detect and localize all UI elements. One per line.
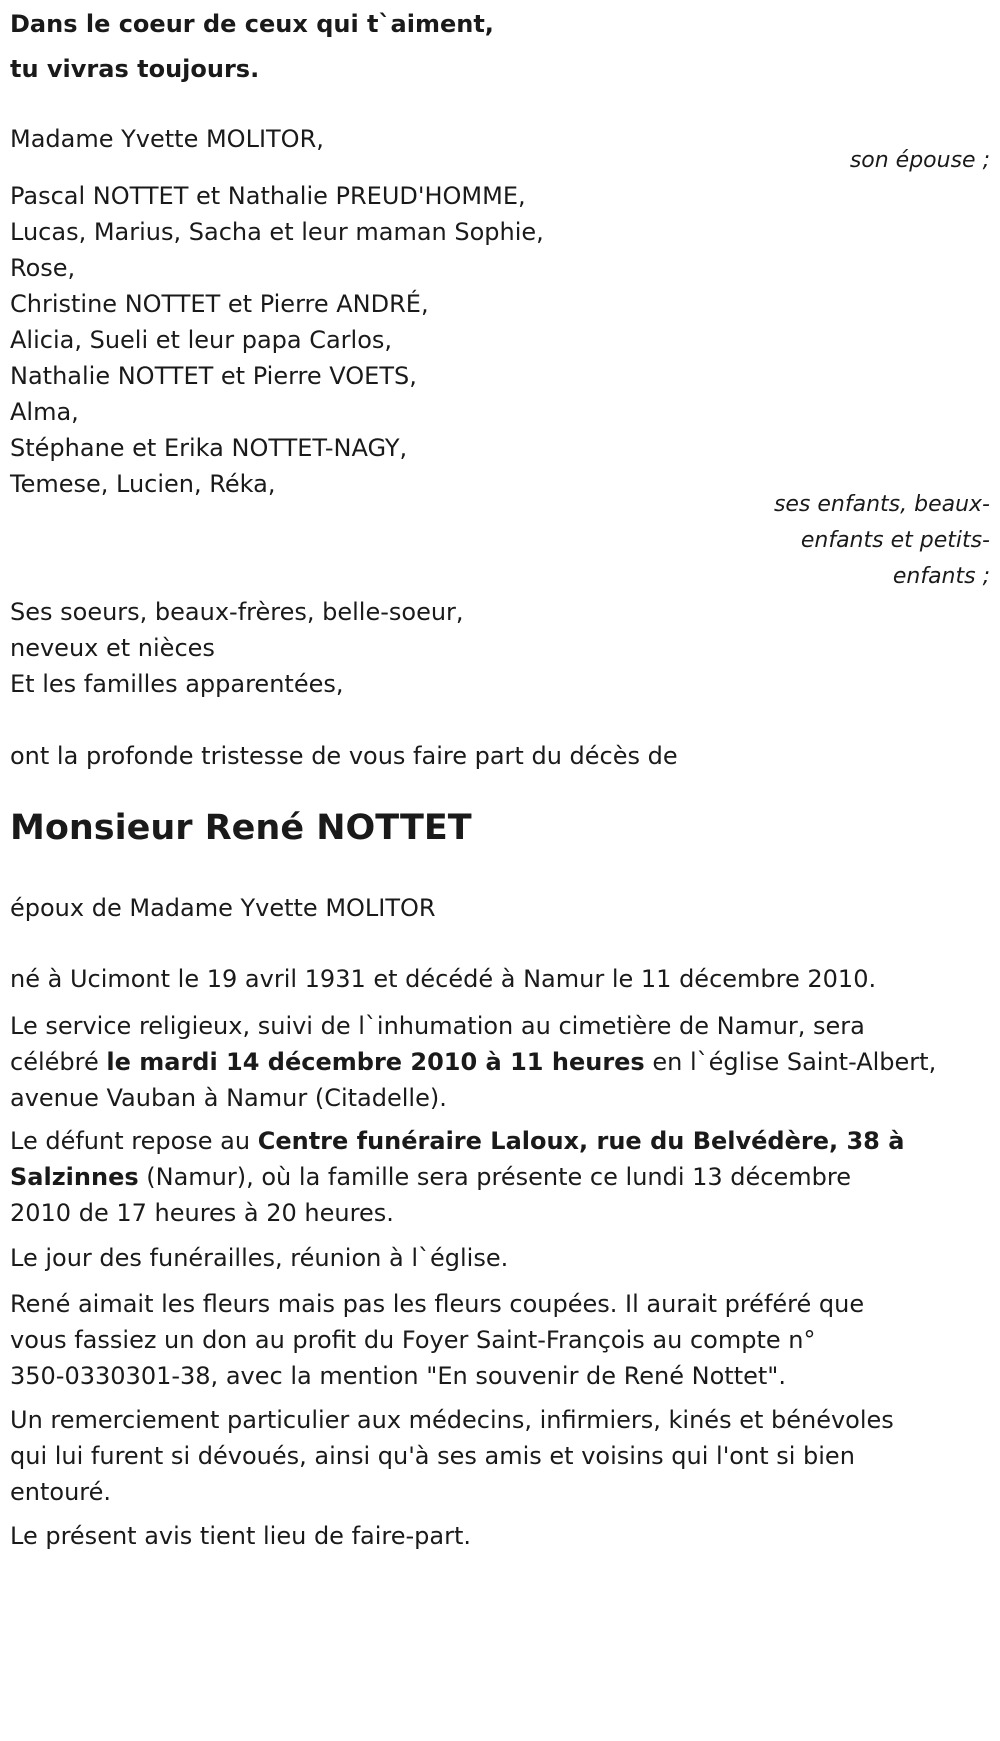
rest-text: Le défunt repose au — [10, 1127, 258, 1155]
family-line: Nathalie NOTTET et Pierre VOETS, — [10, 362, 417, 390]
family-line: Christine NOTTET et Pierre ANDRÉ, — [10, 290, 429, 318]
family-line: Pascal NOTTET et Nathalie PREUD'HOMME, — [10, 182, 526, 210]
service-line — [10, 1044, 937, 1080]
rest-text: (Namur), où la famille sera présente ce lundi 13 décembre — [138, 1163, 851, 1191]
family-line: Alma, — [10, 398, 79, 426]
flowers-line: vous fassiez un don au profit du Foyer Saint-François au compte n° — [10, 1326, 816, 1354]
thanks-line: Un remerciement particulier aux médecins, infirmiers, kinés et bénévoles — [10, 1406, 894, 1434]
birth-death: né à Ucimont le 19 avril 1931 et décédé à Namur le 11 décembre 2010. — [10, 965, 877, 993]
thanks-paragraph — [10, 1402, 910, 1510]
announcement: ont la profonde tristesse de vous faire part du décès de — [10, 742, 678, 770]
rest-line — [10, 1159, 910, 1195]
flowers-line: René aimait les fleurs mais pas les fleurs coupées. Il aurait préféré que — [10, 1290, 865, 1318]
family-line: neveux et nièces — [10, 634, 215, 662]
flowers-paragraph — [10, 1286, 910, 1394]
relation-line: enfants et petits- — [800, 528, 990, 553]
family-line: Et les familles apparentées, — [10, 670, 344, 698]
funeral-home: Centre funéraire Laloux, rue du Belvédère, 38 à — [257, 1127, 905, 1155]
service-date: le mardi 14 décembre 2010 à 11 heures — [106, 1048, 645, 1076]
epigraph-line-1: Dans le coeur de ceux qui t`aiment, — [10, 10, 494, 38]
relation-line: ses enfants, beaux- — [773, 492, 990, 517]
family-line: Temese, Lucien, Réka, — [10, 470, 276, 498]
thanks-line: qui lui furent si dévoués, ainsi qu'à ses amis et voisins qui l'ont si bien — [10, 1442, 855, 1470]
spouse-name: Madame Yvette MOLITOR, — [10, 125, 324, 153]
rest-line: 2010 de 17 heures à 20 heures. — [10, 1199, 394, 1227]
spouse-relation: son épouse ; — [849, 148, 990, 173]
children-list — [10, 178, 544, 502]
family-line: Rose, — [10, 254, 76, 282]
service-line: Le service religieux, suivi de l`inhumation au cimetière de Namur, sera — [10, 1012, 865, 1040]
siblings-list — [10, 594, 464, 702]
funeral-home-town: Salzinnes — [10, 1163, 139, 1191]
service-text: célébré — [10, 1048, 107, 1076]
flowers-line: 350-0330301-38, avec la mention "En souvenir de René Nottet". — [10, 1362, 786, 1390]
rest-paragraph — [10, 1123, 910, 1231]
rest-line — [10, 1123, 910, 1159]
family-line: Alicia, Sueli et leur papa Carlos, — [10, 326, 393, 354]
closing: Le présent avis tient lieu de faire-part. — [10, 1522, 472, 1550]
thanks-line: entouré. — [10, 1478, 112, 1506]
service-line: avenue Vauban à Namur (Citadelle). — [10, 1084, 447, 1112]
epigraph-line-2: tu vivras toujours. — [10, 55, 260, 83]
deceased-spouse: époux de Madame Yvette MOLITOR — [10, 894, 436, 922]
service-text: en l`église Saint-Albert, — [644, 1048, 937, 1076]
family-line: Ses soeurs, beaux-frères, belle-soeur, — [10, 598, 464, 626]
deceased-name: Monsieur René NOTTET — [10, 808, 472, 848]
children-relation — [774, 487, 990, 595]
funeral-day: Le jour des funérailles, réunion à l`église. — [10, 1244, 509, 1272]
family-line: Stéphane et Erika NOTTET-NAGY, — [10, 434, 408, 462]
family-line: Lucas, Marius, Sacha et leur maman Sophie, — [10, 218, 544, 246]
service-paragraph — [10, 1008, 937, 1116]
relation-line: enfants ; — [892, 564, 990, 589]
